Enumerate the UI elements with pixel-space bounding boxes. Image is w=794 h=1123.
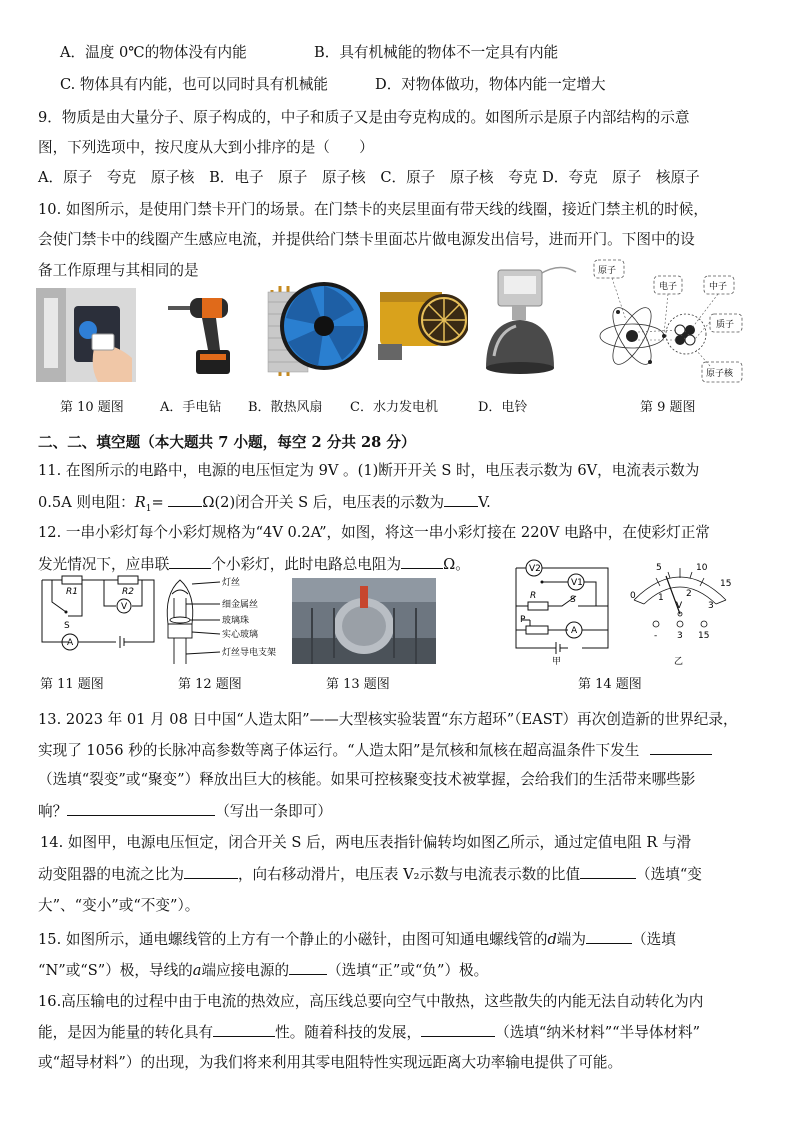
v1-label: V1 [571, 578, 583, 588]
q14-text-b: ，向右移动滑片，电压表 V₂示数与电流表示数的比值 [237, 866, 581, 883]
q15-d: d [547, 931, 557, 948]
q16-line-1: 16.高压输电的过程中由于电流的热效应，高压线总要向空气中散热，这些散失的内能无法自动转化为内 [38, 993, 704, 1010]
p-label: P [520, 615, 526, 625]
q15-text-a: 15. 如图所示，通电螺线管的上方有一个静止的小磁针，由图可知通电螺线管的 [38, 931, 548, 948]
q12-text-c: Ω。 [443, 556, 470, 573]
east-reactor-photo [292, 578, 436, 664]
q8-option-b: B．具有机械能的物体不一定具有内能 [314, 44, 559, 61]
q13-line-2 [38, 740, 712, 761]
q13-line-1: 13. 2023 年 01 月 08 日中国“人造太阳”——大型核实验装置“东方超环”（EAST）再次创造新的世界纪录， [38, 711, 738, 728]
meter-inner-2: 2 [686, 589, 692, 599]
caption-option-c: C．水力发电机 [350, 400, 438, 415]
voltmeter-dial-yi [620, 556, 740, 668]
q14-line-1: 14. 如图甲，电源电压恒定，闭合开关 S 后，两电压表指针偏转均如图乙所示，通过定值电阻 R 与滑 [40, 834, 692, 851]
caption-fig9: 第 9 题图 [640, 400, 696, 415]
q12-line-1: 12. 一串小彩灯每个小彩灯规格为“4V 0.2A”，如图，将这一串小彩灯接在 220V 电路中，在使彩灯正常 [38, 524, 710, 541]
q11-text-d: V. [478, 494, 491, 511]
neutron-label: 中子 [709, 282, 728, 292]
q11-text-b: = [151, 494, 164, 511]
q14-text-c: （选填“变 [636, 866, 702, 883]
q8-option-c: C. 物体具有内能，也可以同时具有机械能 [60, 76, 329, 93]
q9-options: A．原子 夸克 原子核 B．电子 原子 原子核 C．原子 原子核 夸克 D．夸克 原子 核原子 [38, 169, 700, 186]
lamp-wire-label: 细金属丝 [222, 600, 259, 610]
caption-fig13: 第 13 题图 [326, 677, 390, 692]
q16-blank-2[interactable] [421, 1022, 495, 1037]
circuit-fig14-jia [512, 556, 620, 668]
terminal-3: 3 [677, 631, 683, 641]
q14-line-3: 大”、“变小”或“不变”）。 [38, 897, 200, 914]
q14-line-2 [38, 864, 702, 885]
atom-label: 原子 [598, 266, 617, 276]
jia-label: 甲 [552, 657, 562, 667]
hydro-generator-icon [374, 274, 468, 368]
ammeter-label: A [67, 638, 74, 648]
meter-inner-1: 1 [658, 593, 664, 603]
meter-tick-10: 10 [696, 563, 708, 573]
electron-label: 电子 [659, 282, 678, 292]
q10-line-2: 会使门禁卡中的线圈产生感应电流，并提供给门禁卡里面芯片做电源发出信号，进而开门。下图中的设 [38, 231, 695, 248]
nucleus-label: 原子核 [706, 369, 734, 379]
q11-blank-2[interactable] [444, 492, 478, 507]
v2-label: V2 [529, 564, 541, 574]
q16-line-2 [38, 1022, 700, 1043]
terminal-15: 15 [698, 631, 710, 641]
q13-line-3: （选填“裂变”或“聚变”）释放出巨大的核能。如果可控核聚变技术被掌握，会给我们的生活带来哪些影 [38, 771, 696, 788]
q14-blank-2[interactable] [580, 864, 636, 879]
meter-tick-15: 15 [720, 579, 732, 589]
q15-blank-2[interactable] [289, 960, 327, 975]
r1-label: R1 [66, 587, 78, 597]
q14-blank-1[interactable] [184, 864, 238, 879]
lamp-glass-label: 实心玻璃 [222, 630, 259, 640]
caption-fig11: 第 11 题图 [40, 677, 104, 692]
q15-text-e: 端应接电源的 [201, 962, 290, 979]
q15-text-f: （选填“正”或“负”）极。 [327, 962, 489, 979]
q15-line-2 [38, 960, 488, 981]
meter-tick-0: 0 [630, 591, 636, 601]
terminal-minus: - [654, 631, 658, 641]
door-card-photo [36, 288, 136, 382]
q10-line-1: 10. 如图所示，是使用门禁卡开门的场景。在门禁卡的夹层里面有带天线的线圈，接近门禁主机的时候， [38, 201, 708, 218]
meter-unit: V [676, 601, 683, 611]
drill-icon [168, 290, 240, 378]
atom-structure-diagram [592, 258, 752, 386]
yi-label: 乙 [674, 657, 684, 667]
q13-text-a4: 响？ [38, 803, 68, 820]
q14-text-a: 动变阻器的电流之比为 [38, 866, 184, 883]
q16-text-c: （选填“纳米材料”“半导体材料” [495, 1024, 701, 1041]
q15-a: a [192, 962, 202, 979]
r-label: R [530, 591, 537, 601]
r2-label: R2 [122, 587, 134, 597]
switch-label: S [64, 621, 70, 631]
q11-line-2 [38, 492, 491, 519]
caption-fig10: 第 10 题图 [60, 400, 124, 415]
lamp-support-label: 灯丝导电支架 [222, 648, 277, 658]
lamp-structure-diagram [160, 574, 282, 668]
caption-option-d: D．电铃 [478, 400, 528, 415]
q16-text-b: 性。随着科技的发展， [275, 1024, 422, 1041]
meter-tick-5: 5 [656, 563, 662, 573]
caption-fig12: 第 12 题图 [178, 677, 242, 692]
q9-line-1: 9．物质是由大量分子、原子构成的，中子和质子又是由夸克构成的。如图所示是原子内部结构的示意 [38, 109, 690, 126]
lamp-filament-label: 灯丝 [222, 578, 241, 588]
q13-blank-2[interactable] [67, 801, 215, 816]
q16-text-a: 能，是因为能量的转化具有 [38, 1024, 214, 1041]
a-label: A [571, 626, 578, 636]
q12-text-a: 发光情况下，应串联 [38, 556, 170, 573]
section-2-heading: 二、二、填空题（本大题共 7 小题，每空 2 分共 28 分） [38, 434, 416, 451]
q13-text-a: 实现了 1056 秒的长脉冲高参数等离子体运行。“人造太阳”是氘核和氚核在超高温条件下发生 [38, 742, 640, 759]
q11-r1: R [134, 494, 146, 511]
q11-r1-sub: 1 [145, 503, 152, 514]
q11-line-1: 11. 在图所示的电路中，电源的电压恒定为 9V 。(1)断开开关 S 时，电压表示数为 6V，电流表示数为 [38, 462, 700, 479]
caption-fig14: 第 14 题图 [578, 677, 642, 692]
lamp-bead-label: 玻璃珠 [222, 616, 250, 626]
q13-blank-1[interactable] [650, 740, 712, 755]
circuit-fig11 [38, 572, 158, 656]
q8-option-a: A．温度 0℃的物体没有内能 [60, 44, 247, 61]
voltmeter-label: V [121, 602, 128, 612]
q15-blank-1[interactable] [586, 929, 632, 944]
q10-line-3: 备工作原理与其相同的是 [38, 262, 199, 279]
proton-label: 质子 [716, 320, 735, 330]
caption-option-b: B．散热风扇 [248, 400, 323, 415]
caption-option-a: A．手电钻 [160, 400, 222, 415]
s-label: S [570, 595, 576, 605]
q11-text-a: 0.5A 则电阻： [38, 494, 135, 511]
q12-blank-1[interactable] [169, 554, 211, 569]
q12-blank-2[interactable] [401, 554, 443, 569]
q9-line-2: 图，下列选项中，按尺度从大到小排序的是（ ） [38, 139, 374, 156]
q15-text-d: “N”或“S”）极，导线的 [38, 962, 193, 979]
electric-bell-icon [480, 260, 580, 378]
q16-line-3: 或“超导材料”）的出现，为我们将来利用其零电阻特性实现远距离大功率输电提供了可能。 [38, 1054, 623, 1071]
q8-option-d: D．对物体做功，物体内能一定增大 [375, 76, 606, 93]
q13-text-b4: （写出一条即可） [215, 803, 332, 820]
meter-inner-3: 3 [708, 601, 714, 611]
q12-text-b: 个小彩灯，此时电路总电阻为 [211, 556, 402, 573]
q11-blank-1[interactable] [168, 492, 202, 507]
q15-text-b: 端为 [556, 931, 586, 948]
q15-text-c: （选填 [632, 931, 676, 948]
cooling-fan-icon [258, 272, 368, 384]
q13-line-4 [38, 801, 332, 822]
q11-text-c: Ω(2)闭合开关 S 后，电压表的示数为 [202, 494, 445, 511]
q15-line-1 [38, 929, 676, 950]
q16-blank-1[interactable] [213, 1022, 275, 1037]
